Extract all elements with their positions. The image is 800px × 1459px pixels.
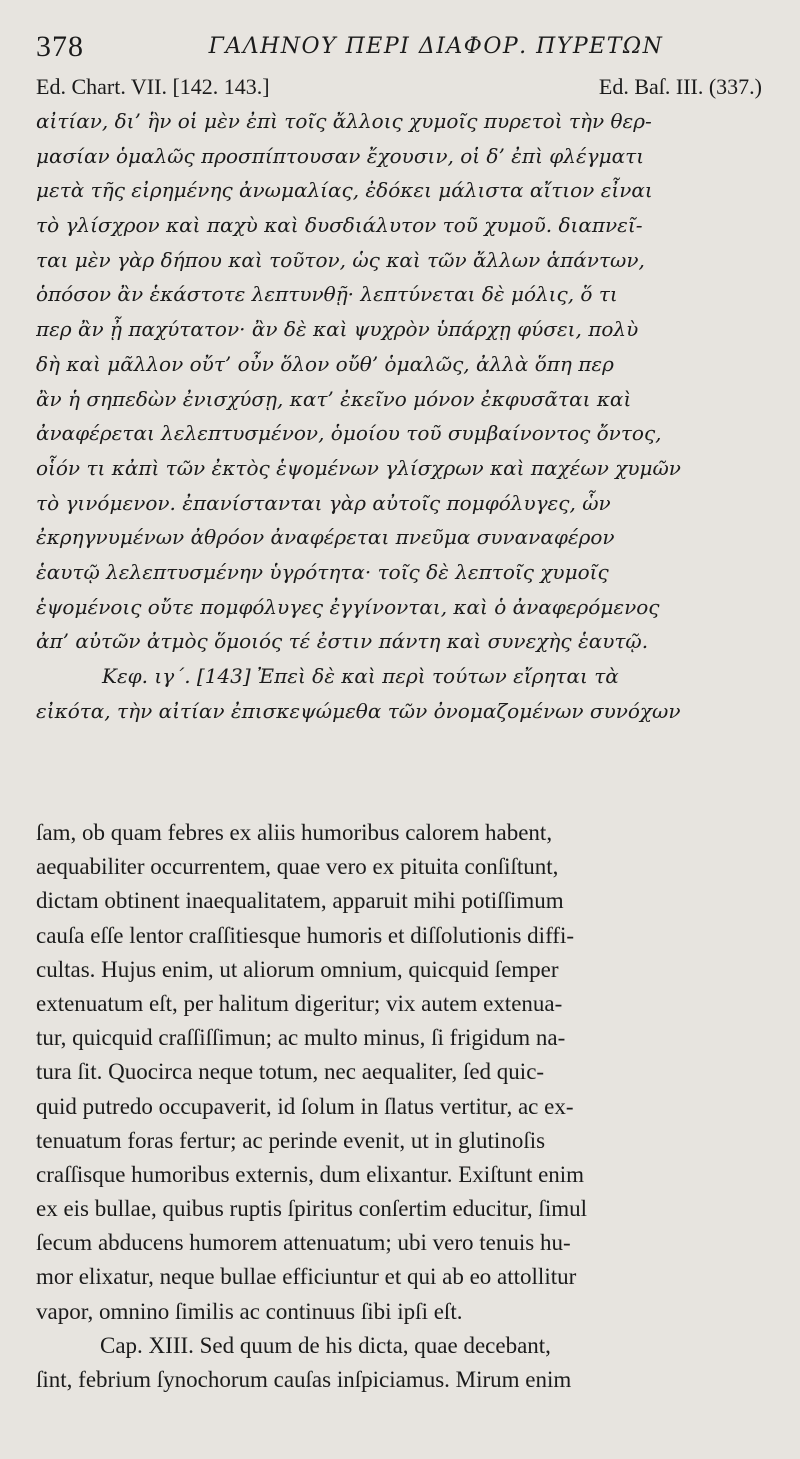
page-number: 378 [36, 30, 84, 63]
greek-line: μασίαν ὁμαλῶς προσπίπτουσαν ἔχουσιν, οἱ δ’ ἐπὶ φλέγματι [36, 143, 645, 168]
running-head [36, 30, 762, 70]
greek-line: αἰτίαν, δι’ ἣν οἱ μὲν ἐπὶ τοῖς ἄλλοις χυμοῖς πυρετοὶ τὴν θερ- [36, 109, 652, 133]
latin-line: vapor, omnino ſimilis ac continuus ſibi ipſi eſt. [36, 1298, 463, 1324]
latin-line: ſint, febrium ſynochorum cauſas inſpiciamus. Mirum enim [36, 1367, 572, 1392]
greek-line: ἑψομένοις οὔτε πομφόλυγες ἐγγίνονται, καὶ ὁ ἀναφερόμενος [36, 594, 660, 619]
greek-line: τὸ γινόμενον. ἐπανίστανται γὰρ αὐτοῖς πομφόλυγες, ὧν [36, 490, 611, 515]
greek-line: εἰκότα, τὴν αἰτίαν ἐπισκεψώμεθα τῶν ὀνομαζομένων συνόχων [36, 698, 681, 723]
greek-line: ται μὲν γὰρ δήπου καὶ τοῦτον, ὡς καὶ τῶν ἄλλων ἁπάντων, [36, 247, 645, 272]
latin-line: mor elixatur, neque bullae efficiuntur et qui ab eo attollitur [36, 1264, 577, 1290]
latin-line: tenuatum foras fertur; ac perinde evenit, ut in glutinoſis [36, 1127, 546, 1153]
greek-line: ὁπόσον ἂν ἑκάστοτε λεπτυνθῇ· λεπτύνεται δὲ μόλις, ὅ τι [36, 282, 618, 307]
greek-line: ἐκρηγνυμένων ἀθρόον ἀναφέρεται πνεῦμα συναναφέρον [36, 525, 615, 550]
greek-line: ἀπ’ αὐτῶν ἀτμὸς ὅμοιός τέ ἐστιν πάντη καὶ συνεχὴς ἑαυτῷ. [36, 629, 649, 654]
latin-line: tura ſit. Quocirca neque totum, nec aequaliter, ſed quic- [36, 1059, 545, 1085]
latin-line: dictam obtinent inaequalitatem, apparuit mihi potiſſimum [36, 888, 564, 914]
greek-line: ἂν ἡ σηπεδὼν ἐνισχύσῃ, κατ’ ἐκεῖνο μόνον ἐκφυσᾶται καὶ [36, 386, 632, 411]
greek-line: περ ἂν ᾖ παχύτατον· ἂν δὲ καὶ ψυχρὸν ὑπάρχῃ φύσει, πολὺ [36, 317, 639, 342]
edition-chart-reference: Ed. Chart. VII. [142. 143.] [36, 74, 270, 99]
latin-line: ſam, ob quam febres ex aliis humoribus calorem habent, [36, 820, 553, 845]
running-title: ΓΑΛΗΝΟΥ ΠΕΡΙ ΔΙΑΦΟΡ. ΠΥΡΕΤΩΝ [208, 34, 664, 59]
latin-line: quid putredo occupaverit, id ſolum in ſlatus vertitur, ac ex- [36, 1093, 574, 1119]
latin-chapter-heading-line: Cap. XIII. Sed quum de his dicta, quae decebant, [100, 1332, 551, 1358]
greek-line: τὸ γλίσχρον καὶ παχὺ καὶ δυσδιάλυτον τοῦ χυμοῦ. διαπνεῖ- [36, 213, 643, 238]
latin-line: tur, quicquid craſſiſſimun; ac multo minus, ſi frigidum na- [36, 1025, 566, 1051]
greek-line: δὴ καὶ μᾶλλον οὔτ’ οὖν ὅλον οὔθ’ ὁμαλῶς, ἀλλὰ ὅπη περ [36, 351, 614, 376]
latin-line: extenuatum eſt, per halitum digeritur; vix autem extenua- [36, 990, 563, 1016]
latin-line: cauſa eſſe lentor craſſitiesque humoris et diſſolutionis diffi- [36, 922, 575, 948]
latin-text-block [36, 816, 768, 1397]
greek-text-block [36, 104, 764, 728]
latin-line: craſſisque humoribus externis, dum elixantur. Exiſtunt enim [36, 1161, 585, 1187]
greek-line: οἷόν τι κἀπὶ τῶν ἐκτὸς ἑψομένων γλίσχρων καὶ παχέων χυμῶν [36, 455, 681, 480]
edition-basel-reference: Ed. Baſ. III. (337.) [598, 74, 762, 99]
edition-references [36, 74, 762, 102]
latin-line: ſecum abducens humorem attenuatum; ubi vero tenuis hu- [36, 1230, 571, 1256]
greek-line: μετὰ τῆς εἰρημένης ἀνωμαλίας, ἐδόκει μάλιστα αἴτιον εἶναι [36, 178, 653, 203]
greek-line: ἑαυτῷ λελεπτυσμένην ὑγρότητα· τοῖς δὲ λεπτοῖς χυμοῖς [36, 559, 609, 584]
greek-line: ἀναφέρεται λελεπτυσμένον, ὁμοίου τοῦ συμβαίνοντος ὄντος, [36, 421, 662, 446]
latin-line: cultas. Hujus enim, ut aliorum omnium, quicquid ſemper [36, 956, 559, 982]
latin-line: aequabiliter occurrentem, quae vero ex pituita conſiſtunt, [36, 854, 559, 880]
latin-line: ex eis bullae, quibus ruptis ſpiritus conſertim educitur, ſimul [36, 1196, 587, 1222]
greek-chapter-heading-line: Κεφ. ιγ΄. [143] Ἐπεὶ δὲ καὶ περὶ τούτων εἴρηται τὰ [102, 664, 619, 688]
